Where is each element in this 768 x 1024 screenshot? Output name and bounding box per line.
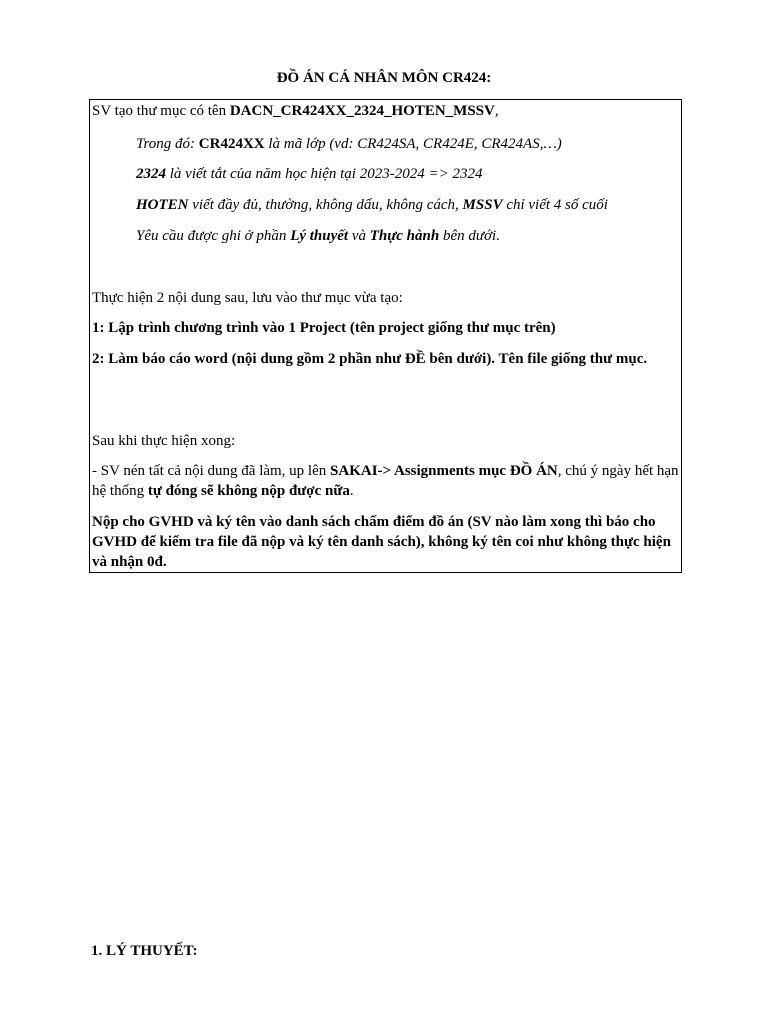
req-practice: Thực hành [369,228,440,244]
submit-mid: , chú ý ngày hết hạn hệ thống [92,463,679,499]
submit-deadline: tự đóng sẽ không nộp được nữa [147,483,350,499]
year-code: 2324 [136,166,166,182]
mssv-desc: chỉ viết 4 số cuối [502,197,608,213]
task-2-line [92,349,680,369]
req-and: và [348,228,370,244]
folder-name: DACN_CR424XX_2324_HOTEN_MSSV [229,103,495,119]
submit-prefix: - SV nén tất cả nội dung đã làm, up lên [92,463,331,479]
folder-end-text: , [494,103,499,119]
name-code: HOTEN [136,197,189,213]
name-code-line [136,195,724,215]
year-desc: là viết tắt của năm học hiện tại 2023-2024 => 2324 [166,166,483,182]
req-theory: Lý thuyết [290,228,349,244]
requirement-line [136,226,724,246]
submit-end: . [349,483,354,499]
section-1-heading: 1. LÝ THUYẾT: [91,943,198,959]
final-note: Nộp cho GVHD và ký tên vào danh sách chấm điểm đồ án (SV nào làm xong thì báo cho GVHD để kiểm tra file đã nộp và ký tên danh sách), không ký tên coi như không thực hiện và nhận 0đ. [92,514,671,570]
task-1: 1: Lập trình chương trình vào 1 Project (tên project giống thư mục trên) [92,320,556,336]
folder-name-line [92,101,680,121]
submit-target: SAKAI-> Assignments mục ĐỒ ÁN [330,463,558,479]
folder-intro-text: SV tạo thư mục có tên [92,103,230,119]
final-note-line [92,512,680,572]
mssv-code: MSSV [462,197,503,213]
class-code: CR424XX [198,136,265,152]
name-desc: viết đầy đủ, thường, không dấu, không cách, [188,197,463,213]
req-prefix: Yêu cầu được ghi ở phần [136,228,291,244]
year-code-line [136,164,724,184]
class-desc: là mã lớp (vd: CR424SA, CR424E, CR424AS,…) [264,136,562,152]
task-2: 2: Làm báo cáo word (nội dung gồm 2 phần như ĐỀ bên dưới). Tên file giống thư mục. [92,351,648,367]
do-intro-line: Thực hiện 2 nội dung sau, lưu vào thư mục vừa tạo: [92,290,403,306]
submit-line [92,461,680,501]
where-prefix: Trong đó: [136,136,199,152]
req-suffix: bên dưới. [439,228,500,244]
instructions-box [89,99,682,573]
task-1-line [92,318,680,338]
class-code-line [136,134,724,154]
after-intro-line: Sau khi thực hiện xong: [92,433,236,449]
document-title: ĐỒ ÁN CÁ NHÂN MÔN CR424: [276,70,492,86]
